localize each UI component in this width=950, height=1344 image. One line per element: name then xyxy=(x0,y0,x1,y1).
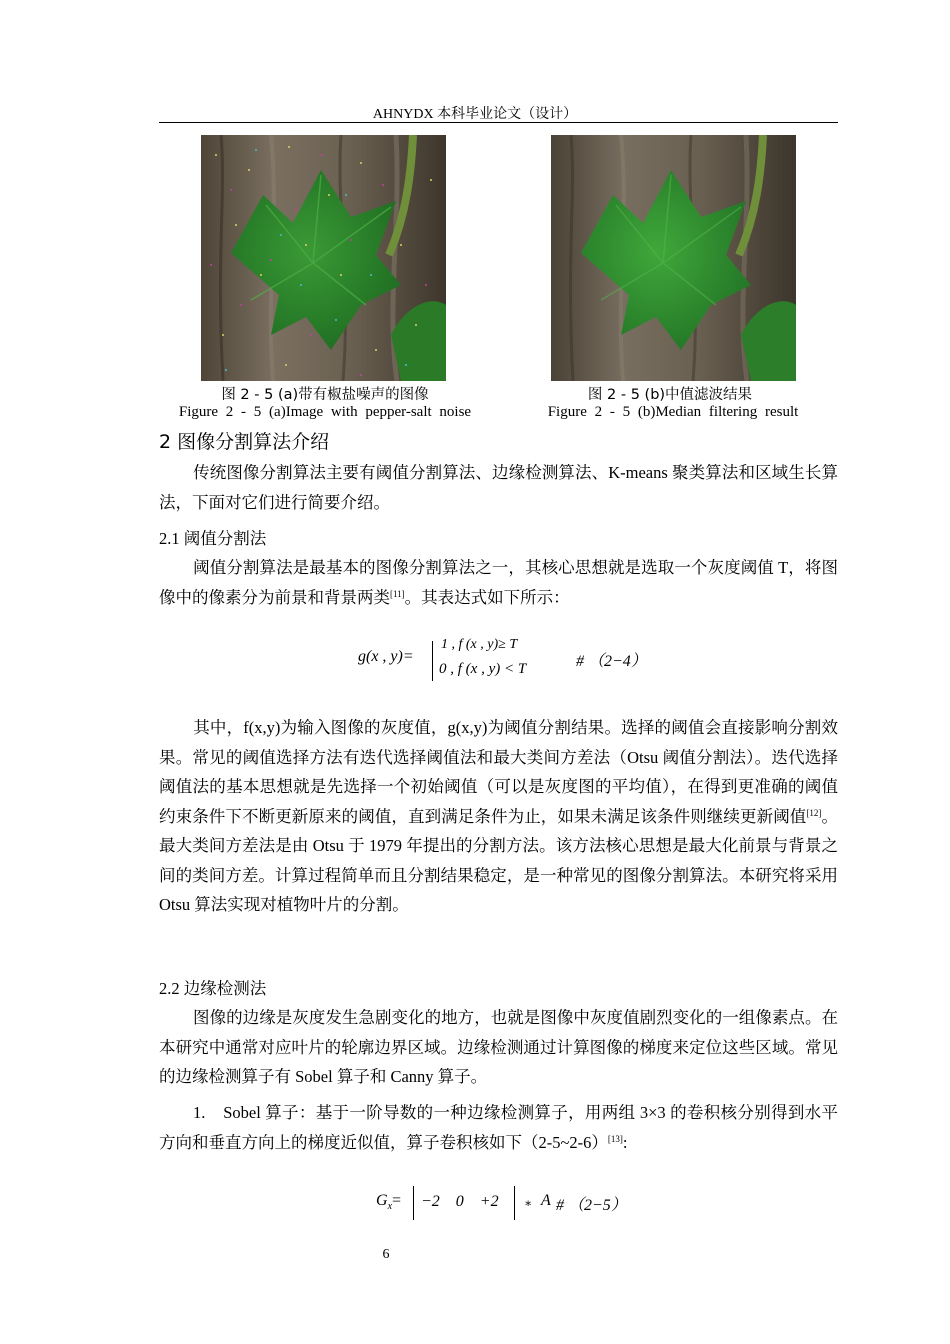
eq-2-4-lhs: g(x , y)= xyxy=(358,648,414,665)
running-header: AHNYDX 本科毕业论文（设计） xyxy=(372,107,578,122)
citation-11: [11] xyxy=(390,588,405,599)
eq-2-4-case-2: 0 , f (x , y) < T xyxy=(439,661,527,677)
threshold-p1-text: 阈值分割算法是最基本的图像分割算法之一，其核心思想就是选取一个灰度阈值 T，将图像中的像素分为前景和背景两类 xyxy=(159,558,838,607)
list-number: 1. xyxy=(193,1103,206,1122)
intro-text: 传统图像分割算法主要有阈值分割算法、边缘检测算法、K-means 聚类算法和区域生长算法，下面对它们进行简要介绍。 xyxy=(159,463,838,512)
eq-2-5-rhs: A xyxy=(541,1192,551,1209)
threshold-p1-tail: 。其表达式如下所示： xyxy=(404,587,570,607)
eq-2-4-brace xyxy=(432,641,433,681)
noisy-leaf-image xyxy=(201,135,446,381)
header-rule xyxy=(159,122,838,123)
eq-2-5-lhs xyxy=(376,1192,401,1212)
eq-2-5-right-bar xyxy=(514,1186,515,1220)
eq-2-5-matrix-row: −2 0 +2 xyxy=(421,1193,499,1210)
eq-2-4-tag: # （2−4） xyxy=(576,653,647,670)
eq-2-4-case-1: 1 , f (x , y)≥ T xyxy=(441,637,518,652)
eq-2-5-sub-x: x xyxy=(387,1201,393,1213)
eq-2-5-left-bar xyxy=(413,1186,414,1220)
citation-13: [13] xyxy=(607,1133,623,1144)
figure-b-caption-cn: 图 2 - 5 (b)中值滤波结果 xyxy=(587,387,753,403)
threshold-p2-text: 其中，f(x,y)为输入图像的灰度值，g(x,y)为阈值分割结果。选择的阈值会直接影响分割效果。常见的阈值选择方法有迭代选择阈值法和最大类间方差法（Otsu 阈值分割法）。迭代选择阈值法的基本思想就是先选择一个初始阈值（可以是灰度图的平均值），在得到更准确的阈值约束条件下不断更新原来的阈值，直到满足条件为止，如果未满足该条件则继续更新阈值 xyxy=(159,718,838,826)
median-filtered-leaf-image xyxy=(551,135,796,381)
threshold-paragraph-1 xyxy=(159,553,838,612)
citation-12: [12] xyxy=(806,807,822,818)
figure-a-caption-cn: 图 2 - 5 (a)带有椒盐噪声的图像 xyxy=(221,387,429,403)
figure-a-caption-en: Figure 2 - 5 (a)Image with pepper-salt noise xyxy=(178,404,472,420)
page-number: 6 xyxy=(382,1247,390,1262)
sobel-text: Sobel 算子：基于一阶导数的一种边缘检测算子，用两组 3×3 的卷积核分别得到水平方向和垂直方向上的梯度近似值，算子卷积核如下（2-5~2-6） xyxy=(159,1103,839,1152)
subsection-heading-threshold: 2.1 阈值分割法 xyxy=(159,529,267,548)
edge-p1-text: 图像的边缘是灰度发生急剧变化的地方，也就是图像中灰度值剧烈变化的一组像素点。在本研究中通常对应叶片的轮廓边界区域。边缘检测通过计算图像的梯度来定位这些区域。常见的边缘检测算子有 Sobel 算子和 Canny 算子。 xyxy=(159,1008,838,1086)
list-item-sobel xyxy=(159,1098,838,1157)
edge-paragraph-1 xyxy=(159,1003,838,1092)
eq-2-5-G: G xyxy=(376,1192,388,1209)
figure-b-caption-en: Figure 2 - 5 (b)Median filtering result xyxy=(547,404,799,420)
eq-2-5-tag: # （2−5） xyxy=(556,1197,627,1214)
threshold-paragraph-2 xyxy=(159,713,838,920)
eq-2-5-operator: ∗ xyxy=(524,1196,533,1210)
threshold-p2-tail: 。最大类间方差法是由 Otsu 于 1979 年提出的分割方法。该方法核心思想是最大化前景与背景之间的类间方差。计算过程简单而且分割结果稳定，是一种常见的图像分割算法。本研究将采用 Otsu 算法实现对植物叶片的分割。 xyxy=(159,806,839,914)
eq-2-5-equals: = xyxy=(392,1192,402,1209)
sobel-tail: : xyxy=(622,1132,628,1152)
subsection-heading-edge: 2.2 边缘检测法 xyxy=(159,979,267,998)
section-intro-paragraph xyxy=(159,458,838,517)
section-heading: 2 图像分割算法介绍 xyxy=(159,431,330,453)
